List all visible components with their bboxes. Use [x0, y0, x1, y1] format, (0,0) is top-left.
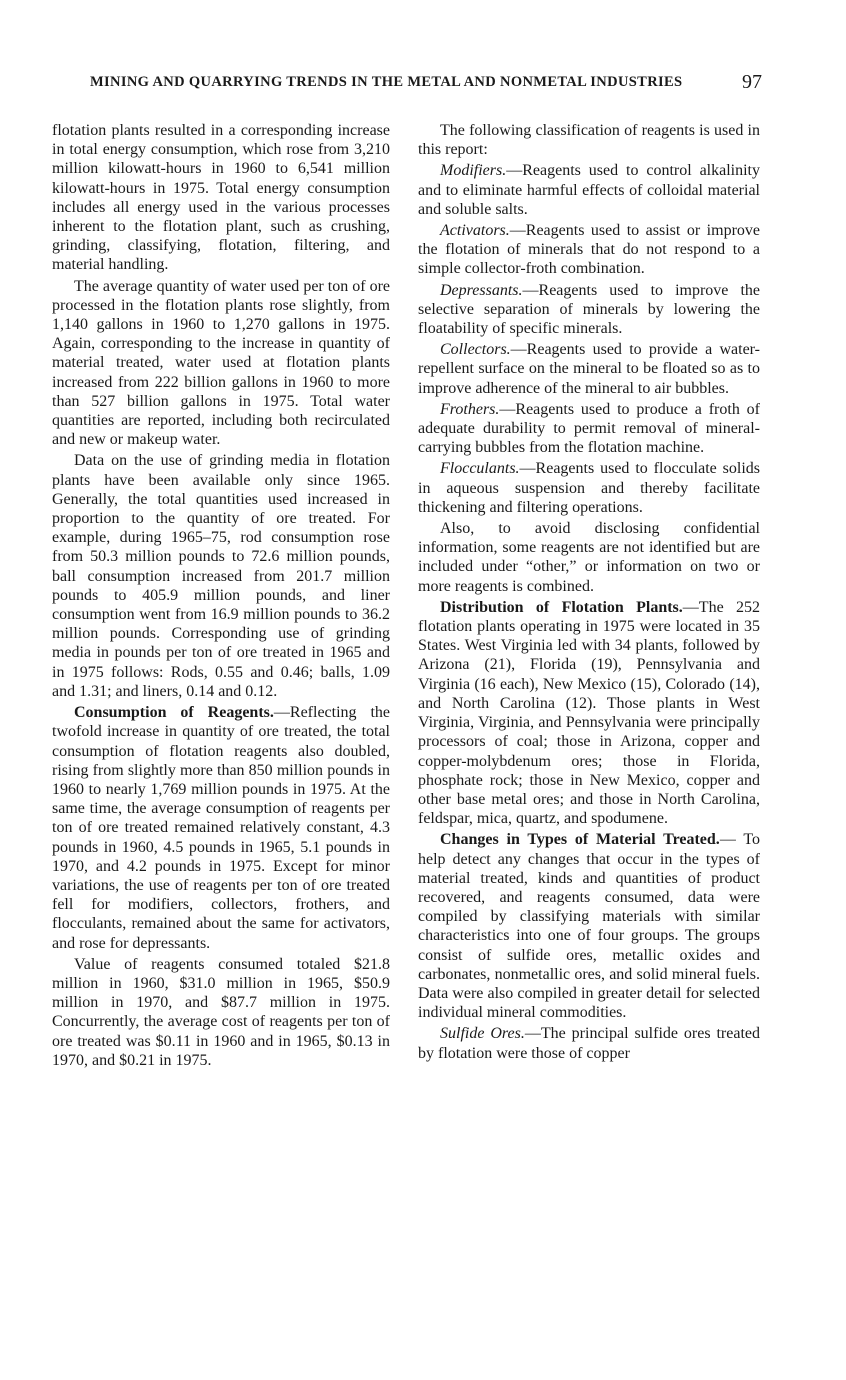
paragraph-confidential-information: Also, to avoid disclosing confidential information, some reagents are not identified but are included under “other,” or information on two or more reagents is combined.: [418, 520, 760, 595]
section-heading-distribution: Distribution of Flotation Plants.: [440, 598, 683, 616]
left-column: [52, 121, 390, 1070]
running-title: MINING AND QUARRYING TRENDS IN THE METAL AND NONMETAL INDUSTRIES: [90, 74, 683, 90]
term-frothers: Frothers.: [440, 400, 500, 418]
definition-collectors: [418, 340, 760, 398]
definition-text: —Reagents used to control alkalinity and to eliminate harmful effects of colloidal material and soluble salts.: [418, 162, 760, 218]
definition-text: —Reagents used to flocculate solids in aqueous suspension and thereby facilitate thickening and filtering operations.: [418, 460, 760, 516]
paragraph-reagent-value: Value of reagents consumed totaled $21.8 million in 1960, $31.0 million in 1965, $50.9 million in 1970, and $87.7 million in 1975. Concurrently, the average cost of reagents per ton of ore treated was $0.11 in 1960 and in 1965, $0.13 in 1970, and $0.21 in 1975.: [52, 955, 390, 1069]
definition-text: —Reagents used to provide a water-repellent surface on the mineral to be floated so as to improve adherence of the mineral to air bubbles.: [418, 341, 760, 397]
paragraph-water-use: The average quantity of water used per ton of ore processed in the flotation plants rose slightly, from 1,140 gallons in 1960 to 1,270 gallons in 1975. Again, corresponding to the increase in quantity of material treated, water used at flotation plants increased from 222 billion gallons in 1960 to more than 527 billion gallons in 1975. Total water quantities are reported, including both recirculated and new or makeup water.: [52, 277, 390, 449]
paragraph-distribution-of-plants: [418, 598, 760, 828]
paragraph-classification-intro: The following classification of reagents is used in this report:: [418, 122, 760, 159]
term-activators: Activators.: [440, 222, 510, 240]
section-heading-consumption-of-reagents: Consumption of Reagents.: [74, 704, 274, 722]
definition-text: —Reagents used to produce a froth of adequate durability to permit removal of mineral-carrying bubbles from the flotation machine.: [418, 400, 760, 457]
paragraph-text: —The principal sulfide ores treated by flotation were those of copper: [418, 1025, 761, 1062]
definition-frothers: [418, 400, 760, 458]
paragraph-changes-in-material: [418, 830, 760, 1022]
paragraph-text: —Reflecting the twofold increase in quantity of ore treated, the total consumption of flotation reagents also doubled, rising from slightly more than 850 million pounds in 1960 to nearly 1,769 million pounds in 1975. At the same time, the average consumption of reagents per ton of ore treated remained relatively constant, 4.3 pounds in 1960, 4.5 pounds in 1965, 5.1 pounds in 1970, and 4.2 pounds in 1975. Except for minor variations, the use of reagents per ton of ore treated fell for modifiers, collectors, frothers, and flocculants, remained about the same for activators, and rose for depressants.: [52, 704, 391, 952]
definition-modifiers: [418, 161, 760, 219]
definition-depressants: [418, 281, 760, 339]
definition-activators: [418, 221, 760, 279]
paragraph-text: — To help detect any changes that occur in the types of material treated, kinds and quantities of product recovered, and reagents consumed, data were compiled by classifying materials with similar characteristics into one of four groups. The groups consist of sulfide ores, metallic oxides and carbonates, nonmetallic ores, and solid mineral fuels. Data were also compiled in greater detail for selected individual mineral commodities.: [418, 831, 760, 1022]
paragraph-grinding-media: Data on the use of grinding media in flotation plants have been available only since 1965. Generally, the total quantities used increased in proportion to the quantity of ore treated. For example, during 1965–75, rod consumption rose from 50.3 million pounds to 72.6 million pounds, ball consumption increased from 201.7 million pounds to 405.9 million pounds, and liner consumption went from 16.9 million pounds to 36.2 million pounds. Corresponding use of grinding media in pounds per ton of ore treated in 1965 and in 1975 follows: Rods, 0.55 and 0.46; balls, 1.09 and 1.31; and liners, 0.14 and 0.12.: [52, 452, 390, 700]
term-modifiers: Modifiers.: [440, 162, 507, 180]
paragraph-sulfide-ores: [418, 1024, 760, 1062]
paragraph-energy-consumption: flotation plants resulted in a corresponding increase in total energy consumption, which rose from 3,210 million kilowatt-hours in 1960 to 6,541 million kilowatt-hours in 1975. Total energy consumption includes all energy used in the various processes inherent to the flotation plant, such as crushing, grinding, classifying, flotation, filtering, and material handling.: [52, 122, 390, 274]
paragraph-consumption-of-reagents: [52, 703, 390, 953]
term-collectors: Collectors.: [440, 341, 511, 359]
term-flocculants: Flocculants.: [440, 460, 520, 478]
definition-text: —Reagents used to assist or improve the flotation of minerals that do not respond to a simple collector-froth combination.: [418, 222, 760, 278]
definition-flocculants: [418, 459, 760, 517]
page-number: 97: [742, 71, 762, 93]
term-depressants: Depressants.: [440, 281, 523, 299]
right-column: [418, 121, 760, 1063]
term-sulfide-ores: Sulfide Ores.: [440, 1025, 525, 1043]
definition-text: —Reagents used to improve the selective separation of minerals by lowering the floatability of specific minerals.: [418, 281, 760, 338]
paragraph-text: —The 252 flotation plants operating in 1975 were located in 35 States. West Virginia led with 34 plants, followed by Arizona (21), Florida (19), Pennsylvania and Virginia (16 each), New Mexico (15), Colorado (14), and North Carolina (12). Those plants in West Virginia, Virginia, and Pennsylvania were principally processors of coal; those in Arizona, copper and copper-molybdenum ores; those in Florida, phosphate rock; those in New Mexico, copper and other base metal ores; and those in North Carolina, feldspar, mica, quartz, and spodumene.: [418, 598, 761, 828]
section-heading-changes: Changes in Types of Material Treated.: [440, 831, 720, 849]
running-header: [90, 72, 762, 96]
